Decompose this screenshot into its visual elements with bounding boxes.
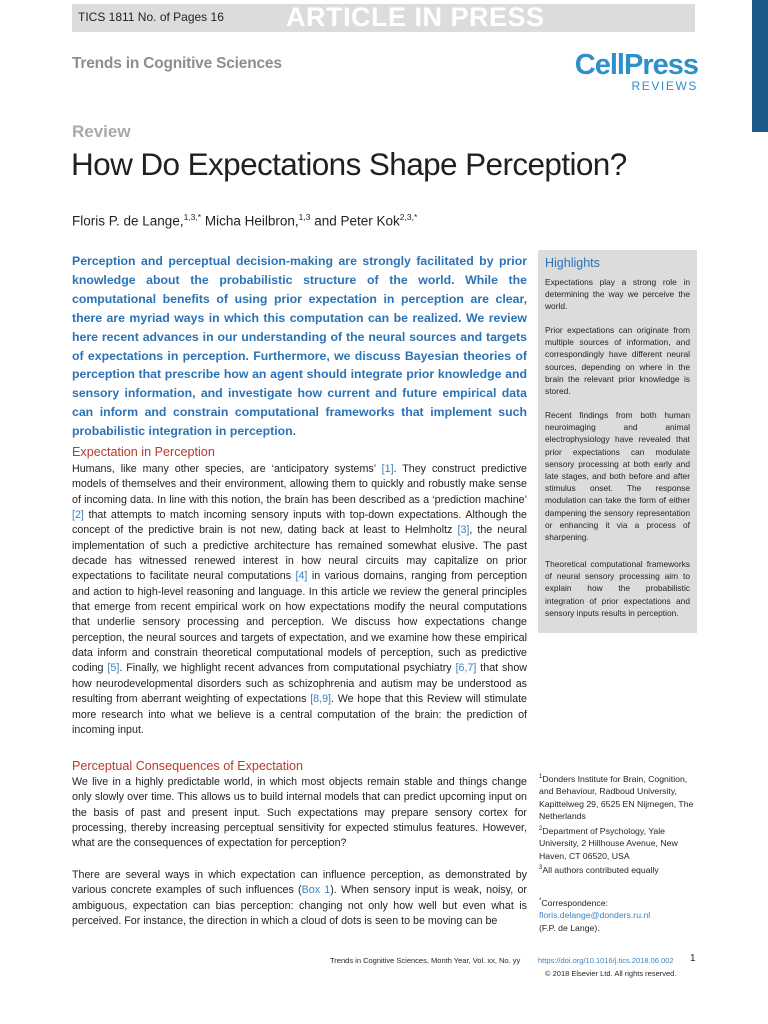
highlight-item: Recent findings from both human neuroimaging and animal electrophysiology have revealed that prior expectations can modulate sensory processing at both early and late stages, and both before and after stimulus onset. The response modulation can take the form of either dampening the sensory representation or enhancing it via a process of sharpening. bbox=[545, 410, 690, 543]
article-in-press-label: ARTICLE IN PRESS bbox=[286, 2, 545, 32]
highlights-title: Highlights bbox=[545, 256, 600, 270]
article-title: How Do Expectations Shape Perception? bbox=[71, 146, 627, 182]
side-tab-marker bbox=[752, 0, 768, 132]
section-body bbox=[72, 868, 527, 929]
correspondence-label-line bbox=[539, 895, 697, 909]
body-text: that attempts to match incoming sensory inputs with top-down expectations. Although the concept of the predictive brain is not new, dating back at least to Helmholtz bbox=[72, 509, 527, 537]
doi-link[interactable]: https://doi.org/10.1016/j.tics.2018.06.002 bbox=[538, 956, 674, 965]
article-type-label: Review bbox=[72, 122, 131, 141]
body-text: in various domains, ranging from perception and action to high-level reasoning and language. In this article we review the general principles that emerge from recent empirical work on how expectations modify the neural computations that underlie sensory processing and perception. We discuss how expectations change perception, the neural sources and targets of expectation, and we examine how these empirical data inform and constrain theoretical computational models of perception, such as predictive coding bbox=[72, 570, 528, 675]
body-text: , the neural implementation of such a predictive architecture has remained somewhat elusive. The past decade has witnessed renewed interest in how neural circuits may capitalize on prior expectations to facilitate neural computations bbox=[72, 524, 527, 583]
citation-link[interactable]: [6,7] bbox=[455, 662, 477, 675]
correspondence-name: (F.P. de Lange). bbox=[539, 922, 600, 933]
cellpress-logo bbox=[574, 50, 698, 93]
body-text: . Finally, we highlight recent advances from computational psychiatry bbox=[119, 662, 456, 675]
copyright-notice: © 2018 Elsevier Ltd. All rights reserved. bbox=[545, 969, 677, 978]
body-text: ). When sensory input is weak, noisy, or ambiguous, expectation can bias perception: changing not only how well but even what is perceived. For instance, the direction in which a cloud of dots is seen to be moving can be bbox=[72, 884, 527, 928]
affiliation bbox=[539, 823, 697, 862]
body-text: . They construct predictive models of themselves and their environment, allowing them to quickly and robustly make sense of incoming data. In line with this notion, the brain has been described as a ‘prediction machine’ bbox=[72, 463, 527, 506]
body-text: Humans, like many other species, are ‘anticipatory systems’ bbox=[72, 463, 382, 475]
citation-link[interactable]: [3] bbox=[457, 524, 470, 537]
affiliation-marker: 2 bbox=[539, 825, 543, 832]
author-name: Floris P. de Lange, bbox=[72, 213, 184, 229]
correspondence-label: Correspondence: bbox=[541, 897, 608, 908]
section-body bbox=[72, 462, 527, 738]
affiliation-text: All authors contributed equally bbox=[542, 865, 659, 876]
correspondence-marker: * bbox=[539, 898, 542, 904]
citation-link[interactable]: [1] bbox=[381, 463, 394, 475]
body-text: There are several ways in which expectation can influence perception, as demonstrated by various concrete examples of such influences ( bbox=[72, 869, 527, 897]
highlight-item: Prior expectations can originate from multiple sources of information, and correspondingly have different neural sources, depending on where in the brain the relevant prior knowledge is stored. bbox=[545, 325, 690, 397]
author-list bbox=[72, 212, 417, 229]
citation-link[interactable]: [8,9] bbox=[310, 693, 331, 706]
author-name: Micha Heilbron, bbox=[201, 213, 299, 229]
journal-name: Trends in Cognitive Sciences bbox=[72, 55, 282, 72]
highlight-item: Expectations play a strong role in determining the way we perceive the world. bbox=[545, 277, 690, 312]
section-heading: Perceptual Consequences of Expectation bbox=[72, 759, 304, 773]
affiliation-marker: 3 bbox=[539, 865, 543, 872]
manuscript-meta: TICS 1811 No. of Pages 16 bbox=[78, 10, 224, 24]
affiliation-text: Department of Psychology, Yale University, 2 Hillhouse Avenue, New Haven, CT 06520, USA bbox=[539, 825, 678, 861]
author-affiliation-marker: 1,3 bbox=[298, 212, 311, 222]
box-link[interactable]: Box 1 bbox=[301, 884, 331, 897]
affiliations bbox=[539, 771, 697, 877]
affiliation-marker: 1 bbox=[539, 774, 543, 780]
author-affiliation-marker: 1,3,* bbox=[183, 212, 202, 222]
correspondence bbox=[539, 895, 697, 934]
highlights-box bbox=[538, 250, 697, 633]
article-in-press-banner bbox=[72, 4, 695, 32]
footer-citation: Trends in Cognitive Sciences, Month Year, Vol. xx, No. yy bbox=[330, 956, 521, 965]
body-text: . We hope that this Review will stimulate more research into what we believe is a central computation of the brain: the prediction of incoming input. bbox=[72, 693, 527, 736]
section-heading: Expectation in Perception bbox=[72, 445, 215, 459]
citation-link[interactable]: [5] bbox=[107, 662, 120, 675]
cellpress-logo-subtitle: REVIEWS bbox=[631, 79, 698, 93]
citation-link[interactable]: [4] bbox=[295, 570, 308, 583]
section-body: We live in a highly predictable world, in which most objects remain stable and things change only slowly over time. This allows us to build internal models that can predict upcoming input on the basis of past and present input. Such expectations may prepare sensory cortex for processing, thereby increasing perceptual sensitivity for expected stimulus features. However, what are the consequences of expectation for perception? bbox=[72, 776, 527, 850]
highlight-item: Theoretical computational frameworks of neural sensory processing aim to explain how the probabilistic integration of prior expectations and sensory inputs results in perception. bbox=[545, 559, 690, 618]
page-number: 1 bbox=[690, 953, 696, 964]
abstract: Perception and perceptual decision-making are strongly facilitated by prior knowledge about the probabilistic structure of the world. While the computational benefits of using prior expectation in perception are clear, there are myriad ways in which this computation can be realized. We review here recent advances in our understanding of the neural sources and targets of expectations in perception. Furthermore, we discuss Bayesian theories of perception that prescribe how an agent should integrate prior knowledge and sensory information, and investigate how current and future empirical data can inform and constrain computational frameworks that implement such probabilistic integration in perception. bbox=[72, 254, 527, 439]
correspondence-email[interactable]: floris.delange@donders.ru.nl bbox=[539, 910, 651, 921]
author-affiliation-marker: 2,3,* bbox=[399, 212, 418, 222]
author-name: and Peter Kok bbox=[310, 213, 400, 229]
cellpress-logo-text: CellPress bbox=[574, 49, 698, 81]
body-text: that show how neurodevelopmental disorders such as schizophrenia and autism may be understood as resulting from aberrant weighting of expectations bbox=[72, 662, 527, 706]
citation-link[interactable]: [2] bbox=[72, 509, 84, 522]
affiliation-text: Donders Institute for Brain, Cognition, and Behaviour, Radboud University, Kapittelweg 29, 6525 EN Nijmegen, The Netherlands bbox=[539, 773, 694, 822]
affiliation bbox=[539, 771, 697, 823]
affiliation bbox=[539, 862, 697, 876]
